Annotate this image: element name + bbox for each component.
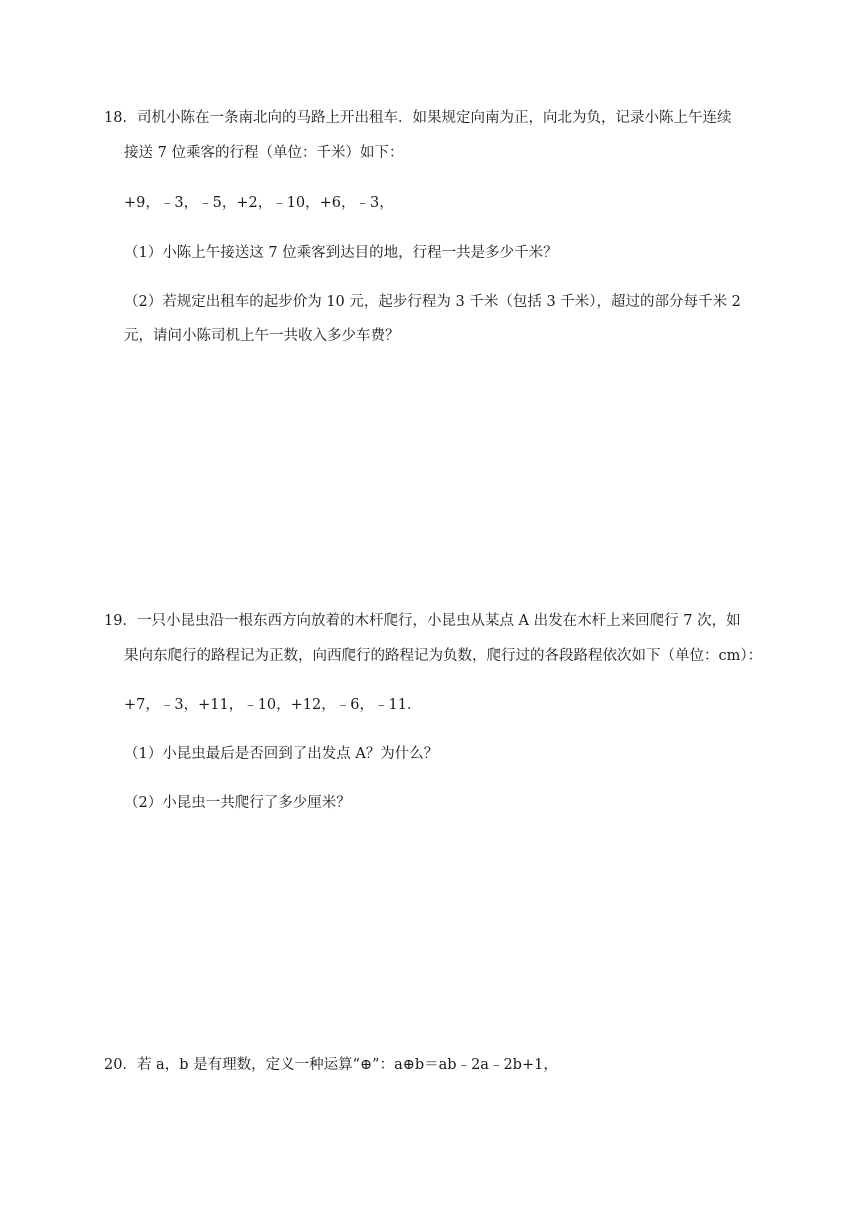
q18-part2-line2: 元，请问小陈司机上午一共收入多少车费？ (124, 328, 400, 344)
q18-stem-line1: 18．司机小陈在一条南北向的马路上开出租车．如果规定向南为正，向北为负，记录小陈上午连续 (104, 110, 732, 126)
q18-data: +9，﹣3，﹣5，+2，﹣10，+6，﹣3， (124, 195, 394, 211)
q18-stem-line2: 接送 7 位乘客的行程（单位：千米）如下： (124, 145, 404, 161)
q18-part2-line1: （2）若规定出租车的起步价为 10 元，起步行程为 3 千米（包括 3 千米），超过的部分每千米 2 (124, 294, 741, 310)
q19-part2: （2）小昆虫一共爬行了多少厘米？ (124, 795, 351, 811)
q19-data: +7，﹣3，+11，﹣10，+12，﹣6，﹣11． (124, 697, 422, 713)
q19-stem-line2: 果向东爬行的路程记为正数，向西爬行的路程记为负数，爬行过的各段路程依次如下（单位：cm）： (124, 648, 763, 664)
q20-stem-line1: 20．若 a，b 是有理数，定义一种运算“⊕”：a⊕b＝ab﹣2a﹣2b+1， (104, 1057, 558, 1073)
q19-stem-line1: 19．一只小昆虫沿一根东西方向放着的木杆爬行，小昆虫从某点 A 出发在木杆上来回爬行 7 次，如 (104, 613, 741, 629)
q18-part1: （1）小陈上午接送这 7 位乘客到达目的地，行程一共是多少千米？ (124, 245, 558, 261)
q19-part1: （1）小昆虫最后是否回到了出发点 A？为什么？ (124, 746, 439, 762)
